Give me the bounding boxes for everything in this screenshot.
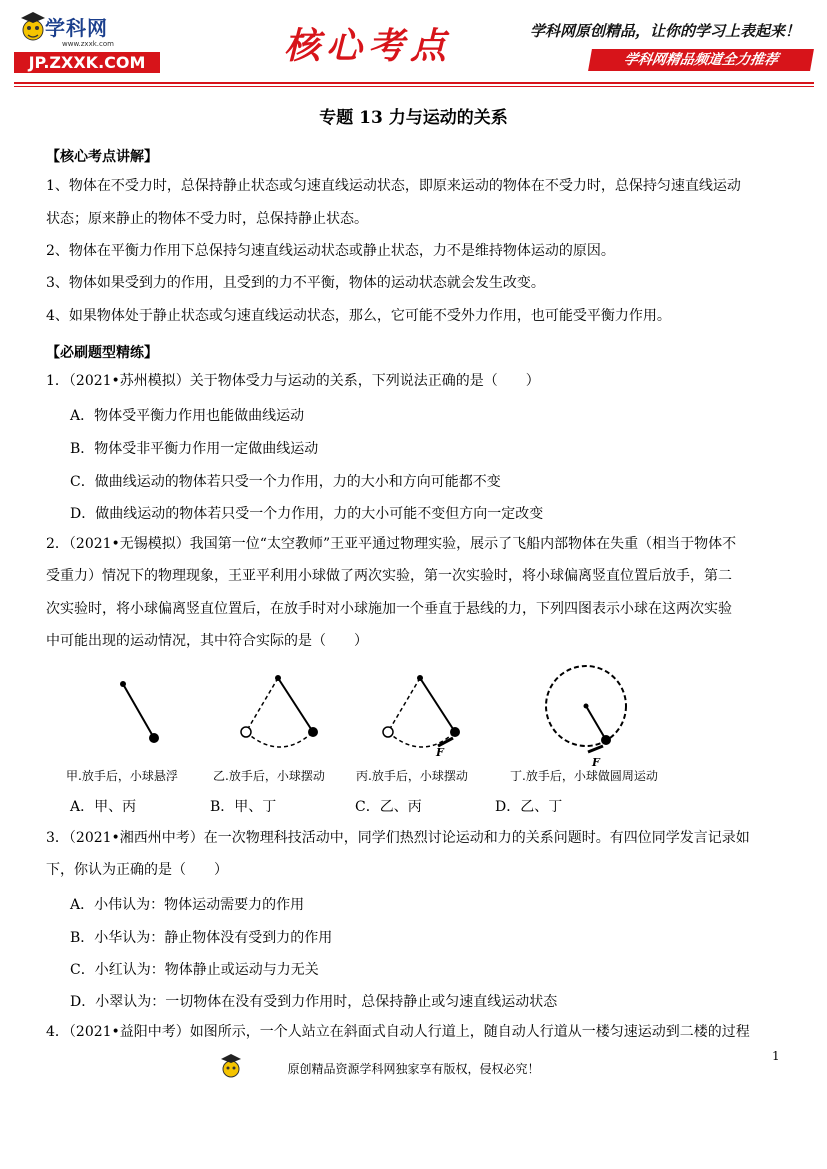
q3-option-d[interactable]: D．小翠认为：一切物体在没有受到力作用时，总保持静止或匀速直线运动状态 <box>70 994 558 1010</box>
q3-option-a[interactable]: A．小伟认为：物体运动需要力的作用 <box>70 897 305 913</box>
section-heading-practice: 【必刷题型精练】 <box>46 345 158 361</box>
q2-option-c[interactable]: C．乙、丙 <box>355 799 422 815</box>
question-3-line2: 下，你认为正确的是（ ） <box>46 862 228 878</box>
point-1b: 状态；原来静止的物体不受力时，总保持静止状态。 <box>46 211 368 227</box>
point-4: 4、如果物体处于静止状态或匀速直线运动状态，那么，它可能不受外力作用，也可能受平衡力作用。 <box>46 308 671 324</box>
question-2-line3: 次实验时，将小球偏离竖直位置后，在放手时对小球施加一个垂直于悬线的力，下列四图表示小球在这两次实验 <box>46 601 732 617</box>
pendulum-figures <box>60 660 720 770</box>
q3-option-b[interactable]: B．小华认为：静止物体没有受到力的作用 <box>70 930 333 946</box>
caption-yi: 乙.放手后，小球摆动 <box>213 769 325 783</box>
footer-copyright: 原创精品资源学科网独家享有版权，侵权必究！ <box>287 1062 540 1076</box>
channel-banner: 学科网精品频道全力推荐 <box>588 49 814 71</box>
figure-bing <box>383 675 460 759</box>
q2-option-b[interactable]: B．甲、丁 <box>210 799 277 815</box>
logo-text: 学科网 <box>45 16 108 40</box>
question-4-line1: 4．（2021•益阳中考）如图所示，一个人站立在斜面式自动人行道上，随自动人行道从一楼匀速运动到二楼的过程 <box>46 1024 750 1040</box>
header-divider <box>14 82 814 84</box>
figure-jia <box>120 681 159 743</box>
q1-option-b[interactable]: B．物体受非平衡力作用一定做曲线运动 <box>70 441 319 457</box>
caption-ding: 丁.放手后，小球做圆周运动 <box>510 769 658 783</box>
question-2-line2: 受重力）情况下的物理现象，王亚平利用小球做了两次实验，第一次实验时，将小球偏离竖直位置后放手，第二 <box>46 568 732 584</box>
question-2-line4: 中可能出现的运动情况，其中符合实际的是（ ） <box>46 633 368 649</box>
point-3: 3、物体如果受到力的作用，且受到的力不平衡，物体的运动状态就会发生改变。 <box>46 275 545 291</box>
question-1-stem: 1．（2021•苏州模拟）关于物体受力与运动的关系，下列说法正确的是（ ） <box>46 373 540 389</box>
page-number: 1 <box>772 1049 780 1063</box>
figure-ding <box>546 666 626 769</box>
logo-url[interactable]: JP.ZXXK.COM <box>14 52 160 73</box>
point-2: 2、物体在平衡力作用下总保持匀速直线运动状态或静止状态，力不是维持物体运动的原因。 <box>46 243 615 259</box>
force-label-d: F <box>592 756 600 769</box>
q1-option-a[interactable]: A．物体受平衡力作用也能做曲线运动 <box>70 408 305 424</box>
question-2-line1: 2．（2021•无锡模拟）我国第一位“太空教师”王亚平通过物理实验，展示了飞船内部物体在失重（相当于物体不 <box>46 536 737 552</box>
q2-option-a[interactable]: A．甲、丙 <box>70 799 137 815</box>
figure-yi <box>241 675 318 747</box>
q3-option-c[interactable]: C．小红认为：物体静止或运动与力无关 <box>70 962 319 978</box>
point-1a: 1、物体在不受力时，总保持静止状态或匀速直线运动状态，即原来运动的物体在不受力时，总保持匀速直线运动 <box>46 178 741 194</box>
force-label-c: F <box>436 746 444 759</box>
caption-bing: 丙.放手后，小球摆动 <box>356 769 468 783</box>
question-3-line1: 3．（2021•湘西州中考）在一次物理科技活动中，同学们热烈讨论运动和力的关系问题时。有四位同学发言记录如 <box>46 830 750 846</box>
document-title: 专题 13 力与运动的关系 <box>319 108 508 128</box>
caption-jia: 甲.放手后，小球悬浮 <box>66 769 178 783</box>
q1-option-c[interactable]: C．做曲线运动的物体若只受一个力作用，力的大小和方向可能都不变 <box>70 474 501 490</box>
logo-domain: www.zxxk.com <box>62 40 114 48</box>
q2-option-d[interactable]: D．乙、丁 <box>495 799 563 815</box>
q1-option-d[interactable]: D．做曲线运动的物体若只受一个力作用，力的大小可能不变但方向一定改变 <box>70 506 544 522</box>
section-heading-core: 【核心考点讲解】 <box>46 149 158 165</box>
header-divider-thin <box>14 86 814 87</box>
slogan: 学科网原创精品，让你的学习上表起来！ <box>530 22 801 40</box>
center-title: 核心考点 <box>284 25 453 67</box>
mascot-icon <box>18 10 48 46</box>
